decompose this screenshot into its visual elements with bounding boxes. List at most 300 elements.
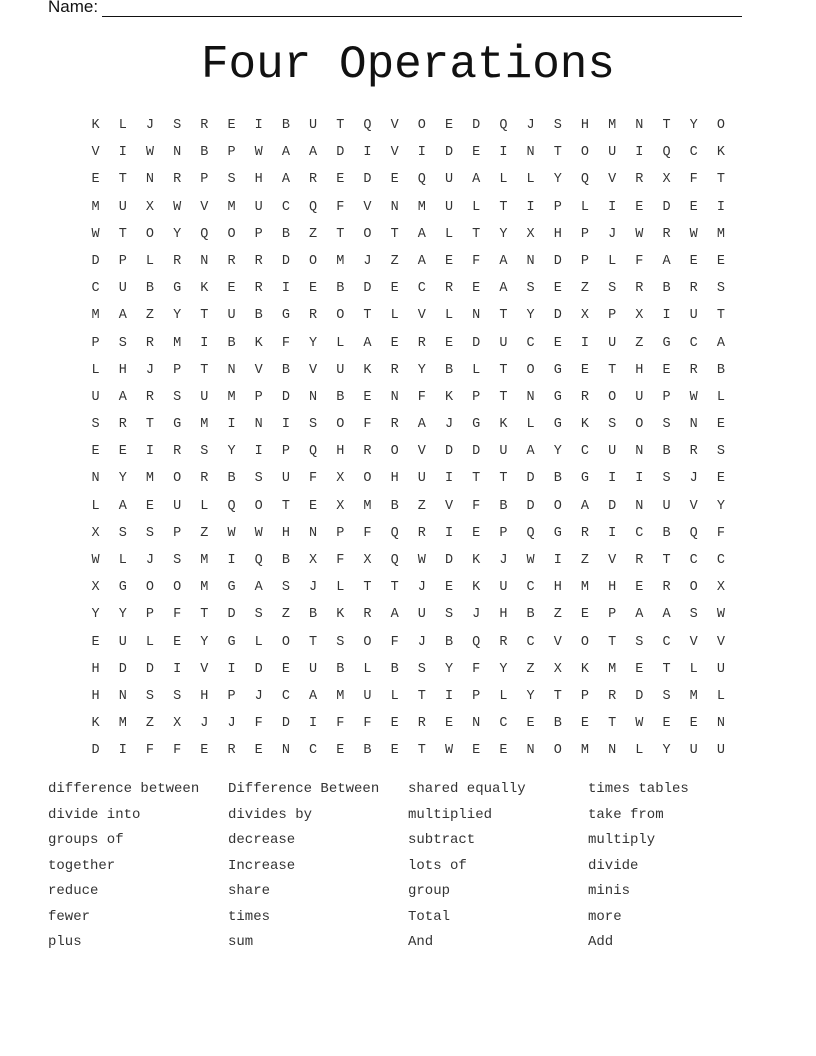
grid-cell[interactable]: V	[417, 308, 426, 324]
grid-cell[interactable]: Y	[553, 444, 562, 460]
grid-cell[interactable]: Q	[309, 199, 318, 215]
grid-cell[interactable]: O	[145, 580, 155, 596]
grid-cell[interactable]: I	[635, 471, 644, 487]
grid-cell[interactable]: E	[390, 743, 399, 759]
grid-cell[interactable]: N	[608, 743, 617, 759]
grid-cell[interactable]: X	[336, 498, 345, 514]
grid-cell[interactable]: E	[254, 743, 263, 759]
grid-cell[interactable]: B	[662, 444, 671, 460]
grid-cell[interactable]: Y	[173, 308, 182, 324]
grid-cell[interactable]: O	[309, 253, 318, 269]
grid-cell[interactable]: U	[689, 743, 698, 759]
grid-cell[interactable]: L	[336, 335, 345, 351]
grid-cell[interactable]: A	[309, 145, 318, 161]
grid-cell[interactable]: S	[444, 607, 454, 623]
grid-cell[interactable]: P	[227, 145, 236, 161]
grid-cell[interactable]: L	[390, 688, 399, 704]
grid-cell[interactable]: D	[553, 308, 562, 324]
grid-cell[interactable]: U	[499, 444, 508, 460]
grid-cell[interactable]: I	[309, 716, 318, 732]
grid-cell[interactable]: R	[417, 716, 426, 732]
grid-cell[interactable]: Q	[526, 525, 535, 541]
grid-cell[interactable]: L	[526, 417, 535, 433]
grid-cell[interactable]: T	[336, 226, 345, 242]
grid-cell[interactable]: S	[173, 118, 182, 133]
grid-cell[interactable]: E	[281, 661, 290, 677]
grid-cell[interactable]: Q	[662, 145, 671, 161]
grid-cell[interactable]: J	[145, 553, 155, 568]
grid-cell[interactable]: L	[716, 688, 725, 704]
grid-cell[interactable]: B	[390, 498, 399, 514]
grid-cell[interactable]: W	[689, 226, 698, 242]
grid-cell[interactable]: U	[363, 688, 372, 704]
grid-cell[interactable]: V	[390, 145, 399, 161]
grid-cell[interactable]: Y	[227, 444, 236, 460]
grid-cell[interactable]: U	[91, 389, 100, 405]
grid-cell[interactable]: I	[608, 199, 617, 215]
grid-cell[interactable]: E	[689, 716, 698, 732]
grid-cell[interactable]: H	[91, 661, 100, 677]
grid-cell[interactable]: E	[173, 634, 182, 650]
grid-cell[interactable]: S	[118, 335, 127, 351]
grid-cell[interactable]: O	[580, 634, 590, 650]
grid-cell[interactable]: L	[608, 253, 617, 269]
grid-cell[interactable]: A	[499, 281, 508, 297]
grid-cell[interactable]: S	[118, 525, 127, 541]
grid-cell[interactable]: N	[526, 743, 535, 759]
grid-cell[interactable]: U	[444, 199, 454, 215]
grid-cell[interactable]: B	[662, 525, 671, 541]
grid-cell[interactable]: C	[91, 281, 100, 297]
grid-cell[interactable]: O	[608, 389, 617, 405]
grid-cell[interactable]: S	[662, 688, 671, 704]
grid-cell[interactable]: R	[227, 743, 236, 759]
grid-cell[interactable]: D	[635, 688, 644, 704]
grid-cell[interactable]: M	[363, 498, 372, 514]
grid-cell[interactable]: T	[390, 580, 399, 596]
grid-cell[interactable]: O	[173, 471, 182, 487]
grid-cell[interactable]: T	[662, 661, 671, 677]
grid-cell[interactable]: V	[363, 199, 372, 215]
grid-cell[interactable]: C	[662, 634, 671, 650]
grid-cell[interactable]: E	[336, 172, 345, 188]
grid-cell[interactable]: D	[472, 335, 481, 351]
grid-cell[interactable]: E	[553, 281, 562, 297]
grid-cell[interactable]: T	[145, 417, 155, 433]
grid-cell[interactable]: A	[417, 253, 426, 269]
grid-cell[interactable]: Q	[200, 226, 209, 242]
grid-cell[interactable]: T	[608, 716, 617, 732]
grid-cell[interactable]: S	[200, 444, 209, 460]
grid-cell[interactable]: U	[635, 389, 644, 405]
grid-cell[interactable]: L	[118, 553, 127, 568]
grid-cell[interactable]: T	[499, 389, 508, 405]
grid-cell[interactable]: A	[390, 607, 399, 623]
grid-cell[interactable]: K	[91, 118, 100, 133]
grid-cell[interactable]: L	[472, 199, 481, 215]
grid-cell[interactable]: C	[716, 553, 725, 568]
grid-cell[interactable]: I	[173, 661, 182, 677]
grid-cell[interactable]: G	[118, 580, 127, 596]
grid-cell[interactable]: H	[281, 525, 290, 541]
grid-cell[interactable]: A	[254, 580, 263, 596]
grid-cell[interactable]: P	[472, 389, 481, 405]
grid-cell[interactable]: V	[417, 444, 426, 460]
grid-cell[interactable]: R	[363, 444, 372, 460]
grid-cell[interactable]: F	[716, 525, 725, 541]
grid-cell[interactable]: K	[91, 716, 100, 732]
grid-cell[interactable]: J	[608, 226, 617, 242]
grid-cell[interactable]: U	[309, 118, 318, 133]
grid-cell[interactable]: L	[118, 118, 127, 133]
grid-cell[interactable]: B	[281, 226, 290, 242]
grid-cell[interactable]: N	[526, 389, 535, 405]
grid-cell[interactable]: H	[553, 226, 562, 242]
grid-cell[interactable]: R	[689, 281, 698, 297]
grid-cell[interactable]: M	[173, 335, 182, 351]
grid-cell[interactable]: N	[635, 118, 644, 133]
grid-cell[interactable]: R	[227, 253, 236, 269]
grid-cell[interactable]: Q	[309, 444, 318, 460]
grid-cell[interactable]: X	[526, 226, 535, 242]
grid-cell[interactable]: S	[173, 553, 182, 568]
grid-cell[interactable]: C	[281, 199, 290, 215]
grid-cell[interactable]: D	[553, 253, 562, 269]
grid-cell[interactable]: E	[716, 417, 725, 433]
grid-cell[interactable]: V	[200, 199, 209, 215]
grid-cell[interactable]: A	[662, 253, 671, 269]
grid-cell[interactable]: N	[526, 145, 535, 161]
grid-cell[interactable]: T	[716, 308, 725, 324]
grid-cell[interactable]: M	[200, 417, 209, 433]
grid-cell[interactable]: E	[580, 607, 590, 623]
grid-cell[interactable]: E	[118, 444, 127, 460]
grid-cell[interactable]: Y	[200, 634, 209, 650]
grid-cell[interactable]: I	[580, 335, 590, 351]
grid-cell[interactable]: C	[635, 525, 644, 541]
grid-cell[interactable]: L	[91, 498, 100, 514]
grid-cell[interactable]: T	[200, 362, 209, 378]
grid-cell[interactable]: P	[608, 308, 617, 324]
grid-cell[interactable]: Y	[526, 308, 535, 324]
grid-cell[interactable]: U	[227, 308, 236, 324]
grid-cell[interactable]: R	[417, 525, 426, 541]
grid-cell[interactable]: A	[118, 308, 127, 324]
grid-cell[interactable]: E	[390, 281, 399, 297]
grid-cell[interactable]: T	[472, 471, 481, 487]
grid-cell[interactable]: U	[662, 498, 671, 514]
grid-cell[interactable]: P	[254, 389, 263, 405]
grid-cell[interactable]: V	[309, 362, 318, 378]
grid-cell[interactable]: I	[227, 417, 236, 433]
grid-cell[interactable]: I	[227, 553, 236, 568]
grid-cell[interactable]: X	[716, 580, 725, 596]
grid-cell[interactable]: S	[145, 688, 155, 704]
grid-cell[interactable]: L	[91, 362, 100, 378]
grid-cell[interactable]: M	[336, 253, 345, 269]
grid-cell[interactable]: P	[472, 688, 481, 704]
grid-cell[interactable]: F	[689, 172, 698, 188]
grid-cell[interactable]: W	[145, 145, 155, 161]
grid-cell[interactable]: V	[716, 634, 725, 650]
grid-cell[interactable]: P	[200, 172, 209, 188]
grid-cell[interactable]: B	[309, 607, 318, 623]
grid-cell[interactable]: G	[173, 417, 182, 433]
grid-cell[interactable]: X	[662, 172, 671, 188]
grid-cell[interactable]: G	[553, 362, 562, 378]
grid-cell[interactable]: D	[254, 661, 263, 677]
grid-cell[interactable]: G	[281, 308, 290, 324]
grid-cell[interactable]: E	[444, 716, 454, 732]
grid-cell[interactable]: A	[635, 607, 644, 623]
grid-cell[interactable]: S	[526, 281, 535, 297]
grid-cell[interactable]: N	[118, 688, 127, 704]
grid-cell[interactable]: E	[635, 199, 644, 215]
grid-cell[interactable]: D	[444, 145, 454, 161]
grid-cell[interactable]: E	[200, 743, 209, 759]
grid-cell[interactable]: G	[662, 335, 671, 351]
grid-cell[interactable]: A	[363, 335, 372, 351]
grid-cell[interactable]: N	[309, 525, 318, 541]
grid-cell[interactable]: T	[716, 172, 725, 188]
grid-cell[interactable]: H	[553, 580, 562, 596]
grid-cell[interactable]: V	[254, 362, 263, 378]
grid-cell[interactable]: J	[417, 580, 426, 596]
grid-cell[interactable]: S	[662, 471, 671, 487]
grid-cell[interactable]: B	[526, 607, 535, 623]
grid-cell[interactable]: T	[472, 226, 481, 242]
grid-cell[interactable]: R	[635, 553, 644, 568]
grid-cell[interactable]: Y	[499, 226, 508, 242]
grid-cell[interactable]: S	[309, 417, 318, 433]
grid-cell[interactable]: T	[200, 607, 209, 623]
grid-cell[interactable]: P	[227, 688, 236, 704]
grid-cell[interactable]: C	[417, 281, 426, 297]
grid-cell[interactable]: E	[499, 743, 508, 759]
grid-cell[interactable]: R	[444, 281, 454, 297]
grid-cell[interactable]: K	[580, 417, 590, 433]
grid-cell[interactable]: K	[200, 281, 209, 297]
grid-cell[interactable]: L	[254, 634, 263, 650]
grid-cell[interactable]: T	[608, 634, 617, 650]
grid-cell[interactable]: H	[254, 172, 263, 188]
grid-cell[interactable]: E	[390, 335, 399, 351]
grid-cell[interactable]: C	[526, 634, 535, 650]
grid-cell[interactable]: J	[254, 688, 263, 704]
grid-cell[interactable]: I	[363, 145, 372, 161]
grid-cell[interactable]: X	[635, 308, 644, 324]
grid-cell[interactable]: A	[472, 172, 481, 188]
grid-cell[interactable]: M	[200, 553, 209, 568]
grid-cell[interactable]: R	[662, 580, 671, 596]
grid-cell[interactable]: I	[227, 661, 236, 677]
grid-cell[interactable]: K	[499, 417, 508, 433]
grid-cell[interactable]: Z	[145, 308, 155, 324]
grid-cell[interactable]: A	[281, 172, 290, 188]
grid-cell[interactable]: H	[336, 444, 345, 460]
grid-cell[interactable]: E	[390, 172, 399, 188]
grid-cell[interactable]: S	[173, 688, 182, 704]
grid-cell[interactable]: U	[444, 172, 454, 188]
grid-cell[interactable]: U	[118, 281, 127, 297]
grid-cell[interactable]: F	[417, 389, 426, 405]
grid-cell[interactable]: E	[309, 498, 318, 514]
grid-cell[interactable]: W	[716, 607, 725, 623]
grid-cell[interactable]: A	[662, 607, 671, 623]
grid-cell[interactable]: J	[472, 607, 481, 623]
grid-cell[interactable]: E	[689, 199, 698, 215]
grid-cell[interactable]: S	[254, 471, 263, 487]
grid-cell[interactable]: D	[145, 661, 155, 677]
grid-cell[interactable]: H	[200, 688, 209, 704]
grid-cell[interactable]: C	[281, 688, 290, 704]
grid-cell[interactable]: E	[444, 335, 454, 351]
grid-cell[interactable]: E	[635, 661, 644, 677]
grid-cell[interactable]: K	[336, 607, 345, 623]
grid-cell[interactable]: G	[227, 634, 236, 650]
grid-cell[interactable]: Y	[309, 335, 318, 351]
grid-cell[interactable]: I	[118, 145, 127, 161]
grid-cell[interactable]: O	[336, 308, 345, 324]
grid-cell[interactable]: E	[227, 118, 236, 133]
grid-cell[interactable]: R	[417, 335, 426, 351]
grid-cell[interactable]: F	[363, 525, 372, 541]
grid-cell[interactable]: O	[254, 498, 263, 514]
grid-cell[interactable]: J	[526, 118, 535, 133]
grid-cell[interactable]: O	[363, 634, 372, 650]
grid-cell[interactable]: W	[635, 716, 644, 732]
grid-cell[interactable]: A	[309, 688, 318, 704]
grid-cell[interactable]: I	[608, 525, 617, 541]
grid-cell[interactable]: X	[336, 471, 345, 487]
grid-cell[interactable]: B	[281, 362, 290, 378]
grid-cell[interactable]: D	[118, 661, 127, 677]
grid-cell[interactable]: U	[499, 580, 508, 596]
grid-cell[interactable]: O	[390, 444, 399, 460]
grid-cell[interactable]: I	[608, 471, 617, 487]
grid-cell[interactable]: P	[118, 253, 127, 269]
grid-cell[interactable]: P	[91, 335, 100, 351]
grid-cell[interactable]: B	[254, 308, 263, 324]
grid-cell[interactable]: W	[444, 743, 454, 759]
grid-cell[interactable]: Y	[118, 471, 127, 487]
grid-cell[interactable]: L	[363, 661, 372, 677]
grid-cell[interactable]: S	[608, 281, 617, 297]
grid-cell[interactable]: T	[118, 226, 127, 242]
grid-cell[interactable]: B	[444, 634, 454, 650]
grid-cell[interactable]: N	[635, 444, 644, 460]
grid-cell[interactable]: W	[173, 199, 182, 215]
grid-cell[interactable]: L	[635, 743, 644, 759]
grid-cell[interactable]: N	[689, 417, 698, 433]
grid-cell[interactable]: B	[716, 362, 725, 378]
grid-cell[interactable]: R	[608, 688, 617, 704]
grid-cell[interactable]: D	[281, 389, 290, 405]
grid-cell[interactable]: I	[499, 145, 508, 161]
grid-cell[interactable]: E	[553, 335, 562, 351]
grid-cell[interactable]: U	[608, 335, 617, 351]
grid-cell[interactable]: E	[580, 716, 590, 732]
grid-cell[interactable]: G	[472, 417, 481, 433]
grid-cell[interactable]: U	[281, 471, 290, 487]
grid-cell[interactable]: E	[580, 362, 590, 378]
grid-cell[interactable]: S	[716, 281, 725, 297]
grid-cell[interactable]: E	[472, 281, 481, 297]
grid-cell[interactable]: R	[689, 444, 698, 460]
grid-cell[interactable]: N	[173, 145, 182, 161]
grid-cell[interactable]: M	[716, 226, 725, 242]
grid-cell[interactable]: M	[200, 580, 209, 596]
grid-cell[interactable]: J	[227, 716, 236, 732]
grid-cell[interactable]: N	[145, 172, 155, 188]
grid-cell[interactable]: B	[390, 661, 399, 677]
grid-cell[interactable]: U	[689, 308, 698, 324]
grid-cell[interactable]: P	[580, 253, 590, 269]
grid-cell[interactable]: O	[336, 417, 345, 433]
grid-cell[interactable]: P	[281, 444, 290, 460]
grid-cell[interactable]: G	[553, 525, 562, 541]
grid-cell[interactable]: L	[390, 308, 399, 324]
grid-cell[interactable]: O	[526, 362, 535, 378]
grid-cell[interactable]: X	[363, 553, 372, 568]
grid-cell[interactable]: V	[689, 634, 698, 650]
grid-cell[interactable]: Z	[526, 661, 535, 677]
grid-cell[interactable]: N	[309, 389, 318, 405]
grid-cell[interactable]: E	[444, 580, 454, 596]
grid-cell[interactable]: M	[91, 199, 100, 215]
grid-cell[interactable]: R	[145, 389, 155, 405]
grid-cell[interactable]: W	[91, 226, 100, 242]
grid-cell[interactable]: V	[444, 498, 454, 514]
grid-cell[interactable]: O	[145, 226, 155, 242]
grid-cell[interactable]: T	[553, 145, 562, 161]
grid-cell[interactable]: Z	[145, 716, 155, 732]
grid-cell[interactable]: L	[526, 172, 535, 188]
grid-cell[interactable]: T	[662, 553, 671, 568]
grid-cell[interactable]: I	[635, 145, 644, 161]
grid-cell[interactable]: L	[444, 308, 454, 324]
grid-cell[interactable]: L	[499, 688, 508, 704]
grid-cell[interactable]: X	[580, 308, 590, 324]
grid-cell[interactable]: Q	[689, 525, 698, 541]
grid-cell[interactable]: G	[227, 580, 236, 596]
grid-cell[interactable]: I	[716, 199, 725, 215]
grid-cell[interactable]: J	[145, 362, 155, 378]
grid-cell[interactable]: Q	[417, 172, 426, 188]
grid-cell[interactable]: C	[526, 335, 535, 351]
grid-cell[interactable]: D	[444, 444, 454, 460]
grid-cell[interactable]: P	[173, 362, 182, 378]
grid-cell[interactable]: R	[390, 417, 399, 433]
grid-cell[interactable]: D	[336, 145, 345, 161]
grid-cell[interactable]: S	[417, 661, 426, 677]
grid-cell[interactable]: E	[444, 118, 454, 133]
grid-cell[interactable]: C	[689, 553, 698, 568]
grid-cell[interactable]: L	[145, 253, 155, 269]
grid-cell[interactable]: T	[499, 471, 508, 487]
grid-cell[interactable]: P	[336, 525, 345, 541]
grid-cell[interactable]: B	[336, 389, 345, 405]
grid-cell[interactable]: F	[363, 716, 372, 732]
grid-cell[interactable]: H	[580, 118, 590, 133]
grid-cell[interactable]: U	[608, 145, 617, 161]
grid-cell[interactable]: I	[553, 553, 562, 568]
grid-cell[interactable]: Z	[309, 226, 318, 242]
grid-cell[interactable]: U	[200, 389, 209, 405]
grid-cell[interactable]: S	[173, 389, 182, 405]
grid-cell[interactable]: O	[553, 498, 562, 514]
grid-cell[interactable]: Y	[662, 743, 671, 759]
